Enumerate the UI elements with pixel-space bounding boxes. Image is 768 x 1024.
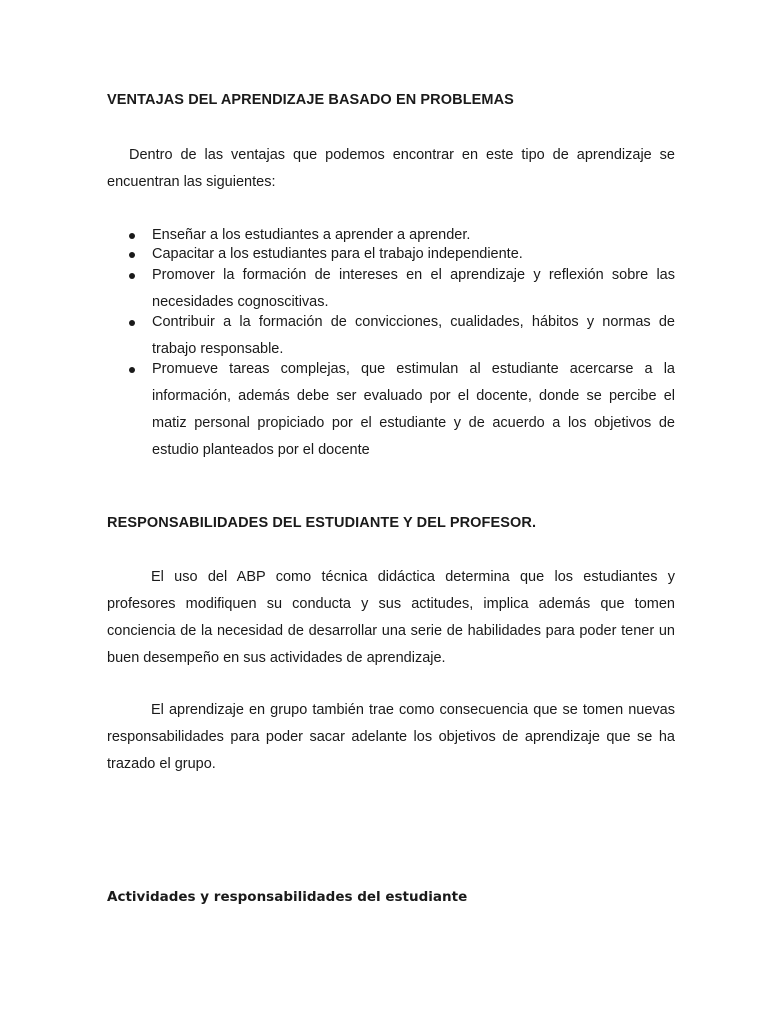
section-title-actividades: Actividades y responsabilidades del estudiante <box>107 889 468 905</box>
section-title-ventajas: VENTAJAS DEL APRENDIZAJE BASADO EN PROBLEMAS <box>107 92 514 108</box>
ventajas-list <box>107 226 675 464</box>
section-title-responsabilidades: RESPONSABILIDADES DEL ESTUDIANTE Y DEL PROFESOR. <box>107 515 537 531</box>
intro-paragraph: Dentro de las ventajas que podemos encontrar en este tipo de aprendizaje se encuentran las siguientes: <box>107 147 675 190</box>
bullet-icon <box>129 320 135 326</box>
list-item-text: Capacitar a los estudiantes para el trabajo independiente. <box>152 246 523 262</box>
list-item <box>107 309 675 363</box>
list-item <box>107 356 675 464</box>
paragraph-grupo: El aprendizaje en grupo también trae como consecuencia que se tomen nuevas responsabilidades para poder sacar adelante los objetivos de aprendizaje que se ha trazado el grupo. <box>107 702 675 772</box>
list-item <box>107 226 675 245</box>
bullet-icon <box>129 273 135 279</box>
list-item <box>107 262 675 316</box>
bullet-icon <box>129 233 135 239</box>
bullet-icon <box>129 252 135 258</box>
list-item-text: Promueve tareas complejas, que estimulan al estudiante acercarse a la información, además debe ser evaluado por el docente, donde se percibe el matiz personal propiciado por el estudiante y de acuerdo a los objetivos de estudio planteados por el docente <box>152 361 675 458</box>
list-item-text: Enseñar a los estudiantes a aprender a aprender. <box>152 227 471 243</box>
list-item-text: Contribuir a la formación de convicciones, cualidades, hábitos y normas de trabajo responsable. <box>152 314 675 357</box>
list-item-text: Promover la formación de intereses en el aprendizaje y reflexión sobre las necesidades cognoscitivas. <box>152 267 675 310</box>
paragraph-abp: El uso del ABP como técnica didáctica determina que los estudiantes y profesores modifiquen su conducta y sus actitudes, implica además que tomen conciencia de la necesidad de desarrollar una serie de habilidades para poder tener un buen desempeño en sus actividades de aprendizaje. <box>107 569 675 666</box>
bullet-icon <box>129 367 135 373</box>
